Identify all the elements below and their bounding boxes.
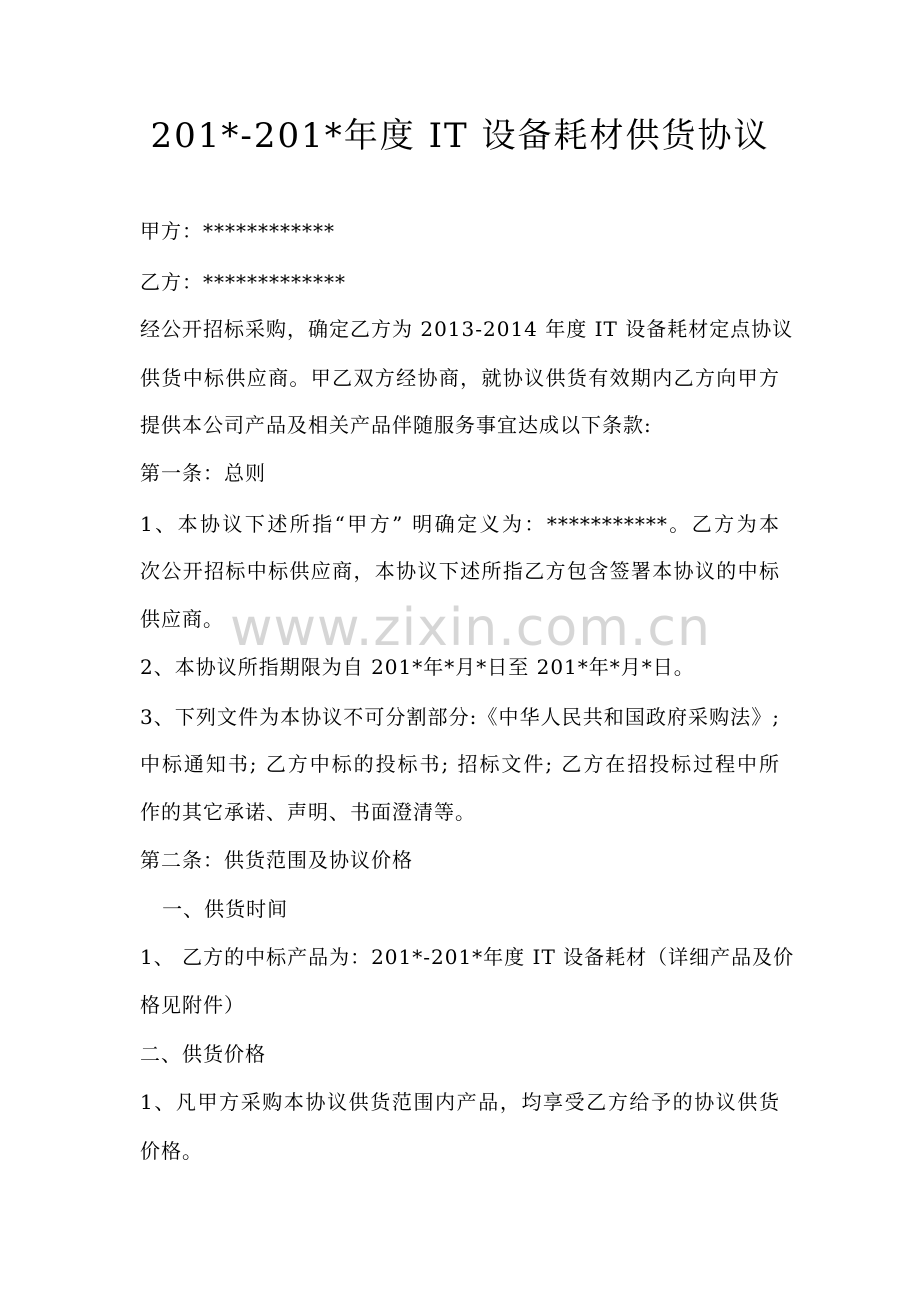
paragraph-line: 中标通知书; 乙方中标的投标书; 招标文件; 乙方在招投标过程中所 — [140, 752, 780, 776]
subsection-heading: 二、供货价格 — [140, 1042, 266, 1066]
paragraph-line: 价格。 — [140, 1139, 203, 1163]
paragraph-line: 供货中标供应商。甲乙双方经协商，就协议供货有效期内乙方向甲方 — [140, 366, 780, 390]
document-title: 201*-201*年度 IT 设备耗材供货协议 — [150, 116, 770, 156]
paragraph-line: 1、 乙方的中标产品为：201*-201*年度 IT 设备耗材（详细产品及价 — [140, 945, 795, 969]
paragraph-line: 提供本公司产品及相关产品伴随服务事宜达成以下条款: — [140, 413, 652, 437]
paragraph-line: 3、下列文件为本协议不可分割部分:《中华人民共和国政府采购法》; — [140, 705, 780, 729]
subsection-heading: 一、供货时间 — [140, 897, 289, 921]
section-heading: 第一条：总则 — [140, 461, 266, 485]
watermark-text: www.zixin.com.cn — [230, 598, 711, 658]
paragraph-line: 供应商。 — [140, 607, 224, 631]
paragraph-line: 格见附件） — [140, 993, 245, 1017]
paragraph-line: 经公开招标采购，确定乙方为 2013-2014 年度 IT 设备耗材定点协议 — [140, 317, 794, 341]
paragraph-line: 1、本协议下述所指“甲方” 明确定义为：***********。乙方为本 — [140, 512, 780, 536]
party-a-line: 甲方：************ — [140, 219, 335, 243]
paragraph-line: 2、本协议所指期限为自 201*年*月*日至 201*年*月*日。 — [140, 655, 695, 679]
paragraph-line: 作的其它承诺、声明、书面澄清等。 — [140, 800, 476, 824]
paragraph-line: 次公开招标中标供应商，本协议下述所指乙方包含签署本协议的中标 — [140, 559, 780, 583]
party-b-line: 乙方：************* — [140, 270, 346, 294]
paragraph-line: 1、凡甲方采购本协议供货范围内产品，均享受乙方给予的协议供货 — [140, 1090, 780, 1114]
section-heading: 第二条：供货范围及协议价格 — [140, 848, 413, 872]
